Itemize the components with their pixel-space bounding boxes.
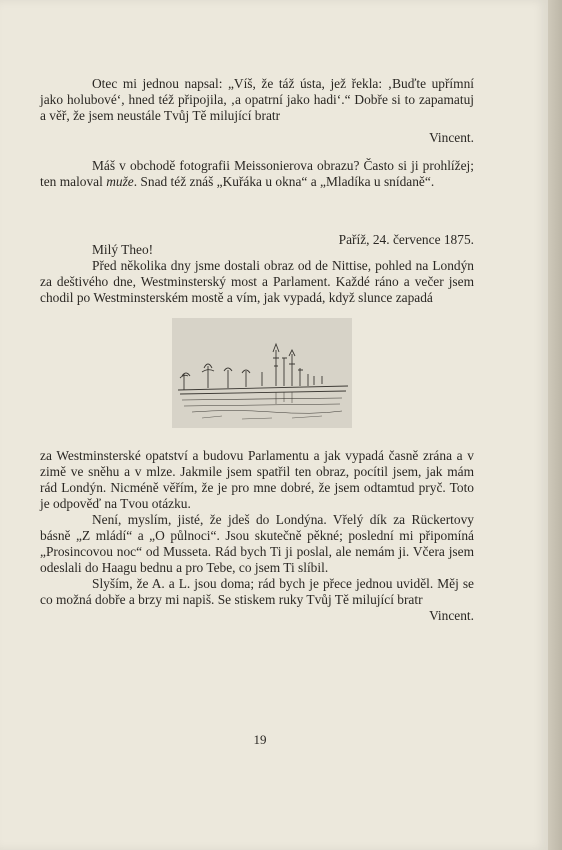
letter2-date: Paříž, 24. července 1875. <box>338 232 474 247</box>
page-number: 19 <box>253 732 267 747</box>
letter2-body <box>40 448 474 624</box>
letter2-salutation: Milý Theo! <box>92 242 154 257</box>
letter2-header <box>40 232 474 306</box>
letter1-paragraph-1: Otec mi jednou napsal: „Víš, že táž ústa, jež řekla: ‚Buďte upřímní jako holubové‘, hned též připojila, ‚a opatrní jako hadi‘.“ Dobře si to zapamatuj a věř, že jsem neustále Tvůj Tě milující bratr <box>40 76 474 123</box>
letter2-signature: Vincent. <box>429 608 474 623</box>
letter1-p2-text-end: . Snad též znáš „Kuřáka u okna“ a „Mladíka u snídaně“. <box>133 174 435 189</box>
etching-drawing <box>172 318 352 428</box>
page-edge <box>548 0 562 850</box>
letter1-p2-italic: muže <box>106 174 134 189</box>
westminster-etching <box>172 318 352 428</box>
letter1-signature: Vincent. <box>429 130 474 145</box>
letter1-paragraph-2 <box>40 158 474 190</box>
letter1-body <box>40 76 474 190</box>
letter2-paragraph-3: Slyším, že A. a L. jsou doma; rád bych je přece jednou uviděl. Měj se co možná dobře a brzy mi napiš. Se stiskem ruky Tvůj Tě milující bratr <box>40 576 474 607</box>
letter1-p2-text: Máš v obchodě fotografii Meissonierova obrazu? Často si ji prohlížej; ten maloval <box>40 158 474 189</box>
letter2-paragraph-2: Není, myslím, jisté, že jdeš do Londýna. Vřelý dík za Rückertovy básně „Z mládí“ a „O půlnoci“. Jsou skutečně pěkné; poslední mi připomíná „Prosincovou noc“ od Musseta. Rád bych Ti ji poslal, ale nemám ji. Včera jsem odeslali do Haagu bednu a pro Tebe, co jsem Ti slíbil. <box>40 512 474 575</box>
letter2-paragraph-1-continued: za Westminsterské opatství a budovu Parlamentu a jak vypadá časně zrána a v zimě ve sněhu a v mlze. Jakmile jsem spatřil ten obraz, pocítil jsem, jak mám rád Londýn. Nicméně věřím, že je pro mne dobré, že jsem odtamtud pryč. Toto je odpověď na Tvou otázku. <box>40 448 474 511</box>
letter2-paragraph-1: Před několika dny jsme dostali obraz od de Nittise, pohled na Londýn za deštivého dne, Westminsterský most a Parlament. Každé ráno a večer jsem chodil po Westminsterském mostě a vím, jak vypadá, když slunce zapadá <box>40 258 474 305</box>
